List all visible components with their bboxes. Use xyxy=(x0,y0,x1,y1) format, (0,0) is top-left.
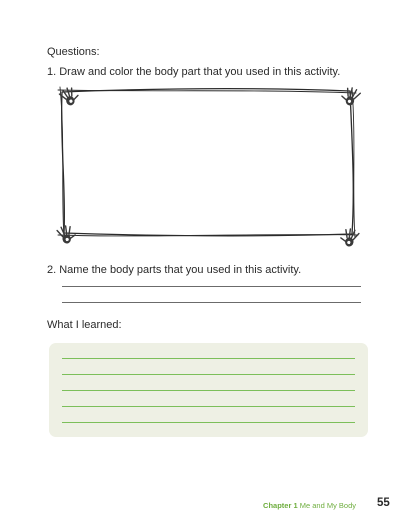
page-number: 55 xyxy=(377,497,390,509)
writing-line[interactable] xyxy=(62,374,355,375)
footer-chapter xyxy=(263,501,356,510)
writing-line[interactable] xyxy=(62,358,355,359)
writing-line[interactable] xyxy=(62,406,355,407)
questions-heading: Questions: xyxy=(47,46,100,58)
chapter-label: Chapter 1 xyxy=(263,501,298,510)
question-2: 2. Name the body parts that you used in this activity. xyxy=(47,264,302,276)
learned-heading: What I learned: xyxy=(47,319,122,331)
question-1: 1. Draw and color the body part that you used in this activity. xyxy=(47,66,341,78)
writing-line[interactable] xyxy=(62,422,355,423)
learned-writing-box[interactable] xyxy=(49,343,368,437)
handprint-icon xyxy=(340,86,361,107)
writing-line[interactable] xyxy=(62,390,355,391)
handprint-icon xyxy=(340,228,360,248)
answer-line[interactable] xyxy=(62,302,361,303)
chapter-title: Me and My Body xyxy=(299,501,356,510)
answer-line[interactable] xyxy=(62,286,361,287)
